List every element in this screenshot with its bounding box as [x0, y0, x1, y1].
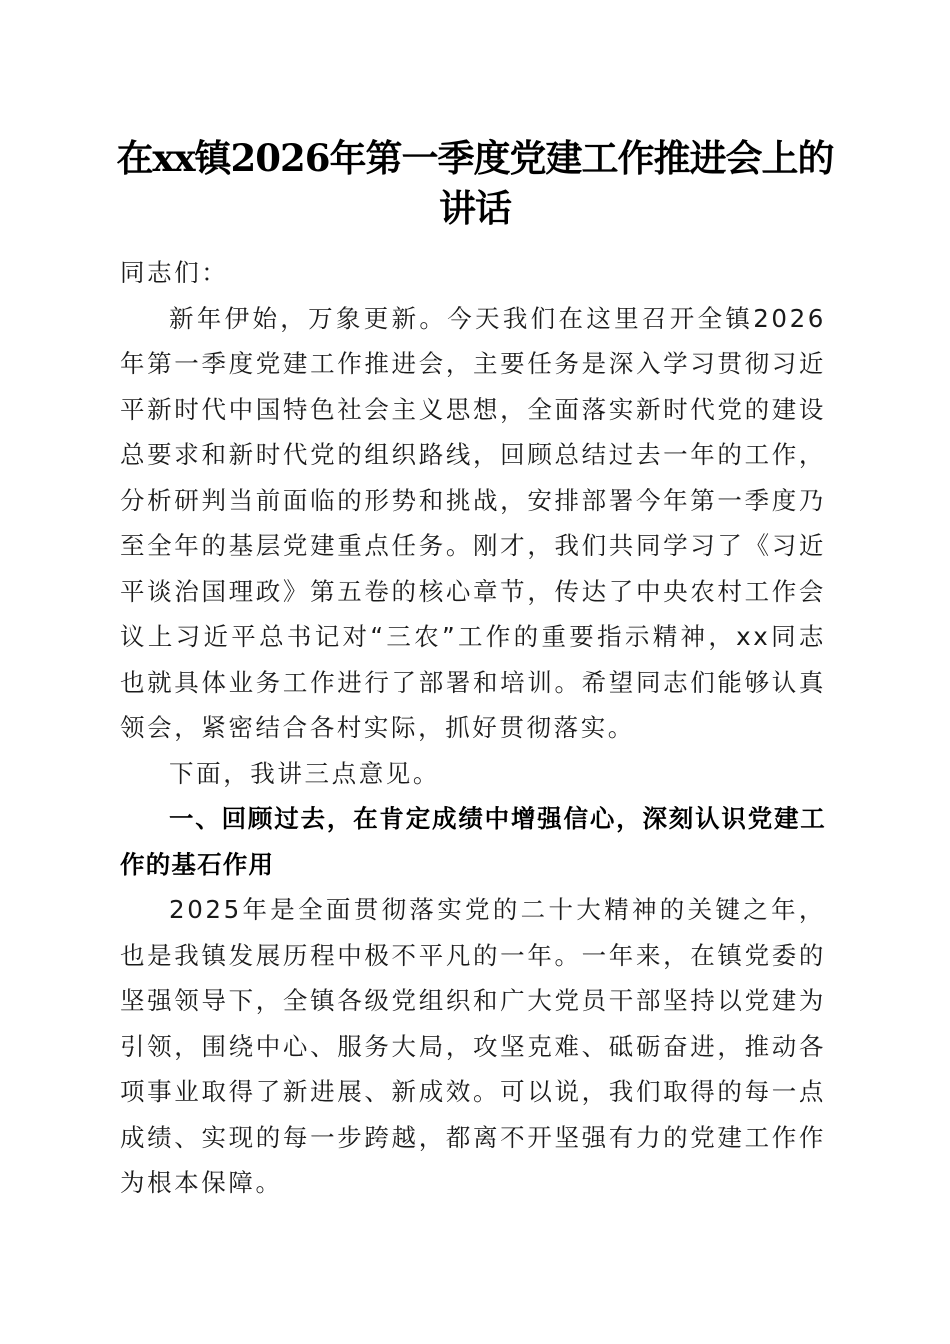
section-1-paragraph: 2025年是全面贯彻落实党的二十大精神的关键之年，也是我镇发展历程中极不平凡的一年。一年来，在镇党委的坚强领导下，全镇各级党组织和广大党员干部坚持以党建为引领，围绕中心、服务大局，攻坚克难、砥砺奋进，推动各项事业取得了新进展、新成效。可以说，我们取得的每一点成绩、实现的每一步跨越，都离不开坚强有力的党建工作作为根本保障。 — [120, 895, 826, 1197]
section-heading-1: 一、回顾过去，在肯定成绩中增强信心，深刻认识党建工作的基石作用 — [120, 804, 826, 879]
document-title: 在xx镇2026年第一季度党建工作推进会上的讲话 — [116, 136, 834, 230]
document-body — [120, 250, 826, 1206]
opening-paragraph: 新年伊始，万象更新。今天我们在这里召开全镇2026年第一季度党建工作推进会，主要任务是深入学习贯彻习近平新时代中国特色社会主义思想，全面落实新时代党的建设总要求和新时代党的组织路线，回顾总结过去一年的工作，分析研判当前面临的形势和挑战，安排部署今年第一季度乃至全年的基层党建重点任务。刚才，我们共同学习了《习近平谈治国理政》第五卷的核心章节，传达了中央农村工作会议上习近平总书记对“三农”工作的重要指示精神，xx同志也就具体业务工作进行了部署和培训。希望同志们能够认真领会，紧密结合各村实际，抓好贯彻落实。 — [120, 303, 826, 742]
salutation: 同志们： — [120, 258, 229, 287]
transition-paragraph: 下面，我讲三点意见。 — [169, 758, 440, 788]
